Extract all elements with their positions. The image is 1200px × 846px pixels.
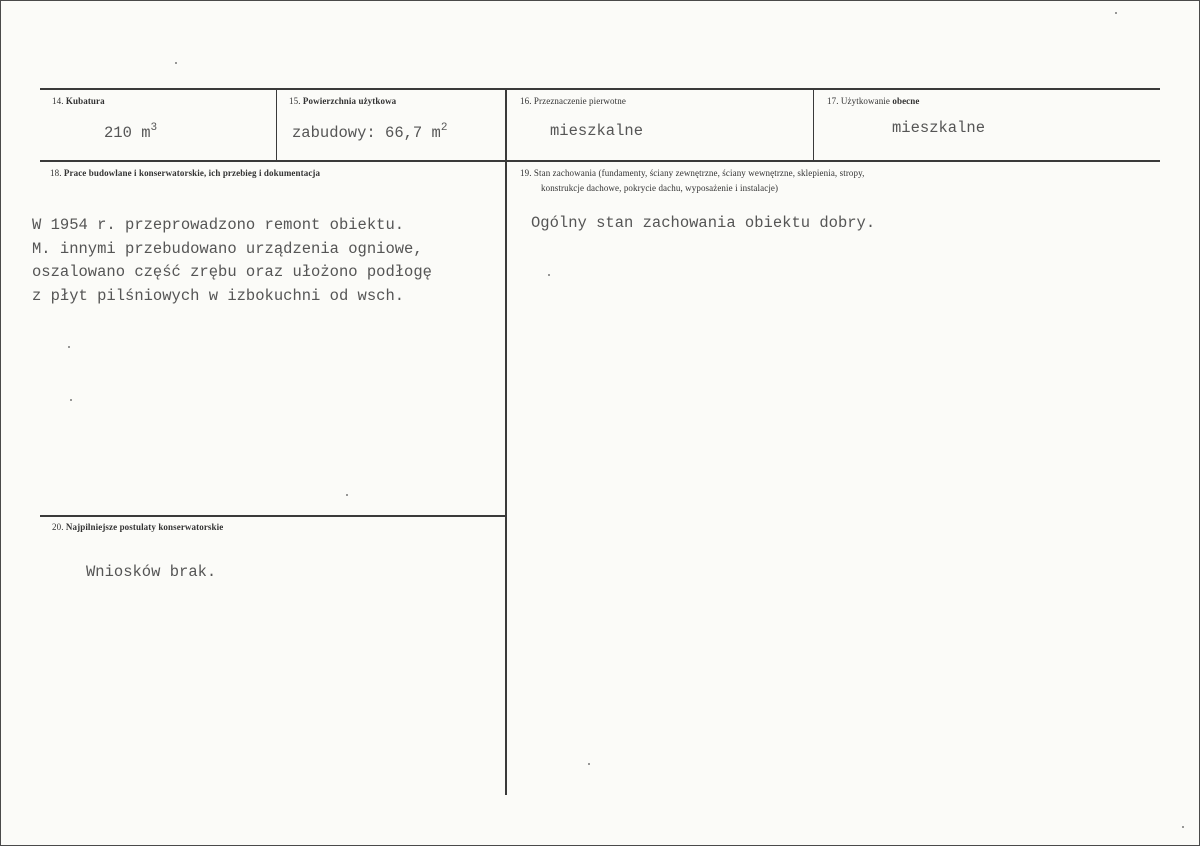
stan-label-line2: konstrukcje dachowe, pokrycie dachu, wyposażenie i instalacje) [541, 183, 779, 193]
scan-speck [346, 494, 348, 496]
uzytkowanie-label: 17. Użytkowanie obecne [827, 96, 920, 106]
scan-speck [548, 274, 550, 276]
middle-rule [40, 160, 1160, 162]
kubatura-value: 210 $m^3$ [104, 122, 158, 142]
stan-value: Ogólny stan zachowania obiektu dobry. [531, 214, 876, 232]
scan-speck [1182, 826, 1184, 828]
left-section-rule [40, 515, 505, 517]
uzytkowanie-value: mieszkalne [892, 119, 986, 137]
prace-line: z płyt pilśniowych w izbokuchni od wsch. [32, 286, 405, 305]
prace-line: W 1954 r. przeprowadzono remont obiektu. [32, 216, 405, 234]
scan-speck [68, 346, 70, 348]
powierzchnia-value: zabudowy: 66,7 $m^2$ [292, 122, 448, 142]
top-rule [40, 88, 1160, 90]
postulaty-value: Wniosków brak. [86, 563, 217, 581]
scan-speck [70, 399, 72, 401]
kubatura-label: 14. Kubatura [52, 96, 105, 106]
prace-line: M. innymi przebudowano urządzenia ogniowe, [32, 239, 423, 258]
divider-14-15 [276, 89, 277, 161]
prace-line: oszalowano część zrębu oraz ułożono podłogę [32, 263, 432, 281]
postulaty-label: 20. Najpilniejsze postulaty konserwatorskie [52, 522, 224, 532]
scan-speck [588, 763, 590, 765]
stan-label-line1: 19. Stan zachowania (fundamenty, ściany zewnętrzne, ściany wewnętrzne, sklepienia, stropy, [520, 168, 865, 178]
scan-speck [175, 62, 177, 64]
scan-speck [1115, 12, 1117, 14]
prace-text [32, 214, 432, 308]
przeznaczenie-value: mieszkalne [550, 122, 644, 140]
przeznaczenie-label: 16. Przeznaczenie pierwotne [520, 96, 626, 106]
prace-label: 18. Prace budowlane i konserwatorskie, ich przebieg i dokumentacja [50, 168, 321, 178]
divider-16-17 [813, 89, 814, 161]
powierzchnia-label: 15. Powierzchnia użytkowa [289, 96, 397, 106]
divider-main [505, 89, 507, 795]
